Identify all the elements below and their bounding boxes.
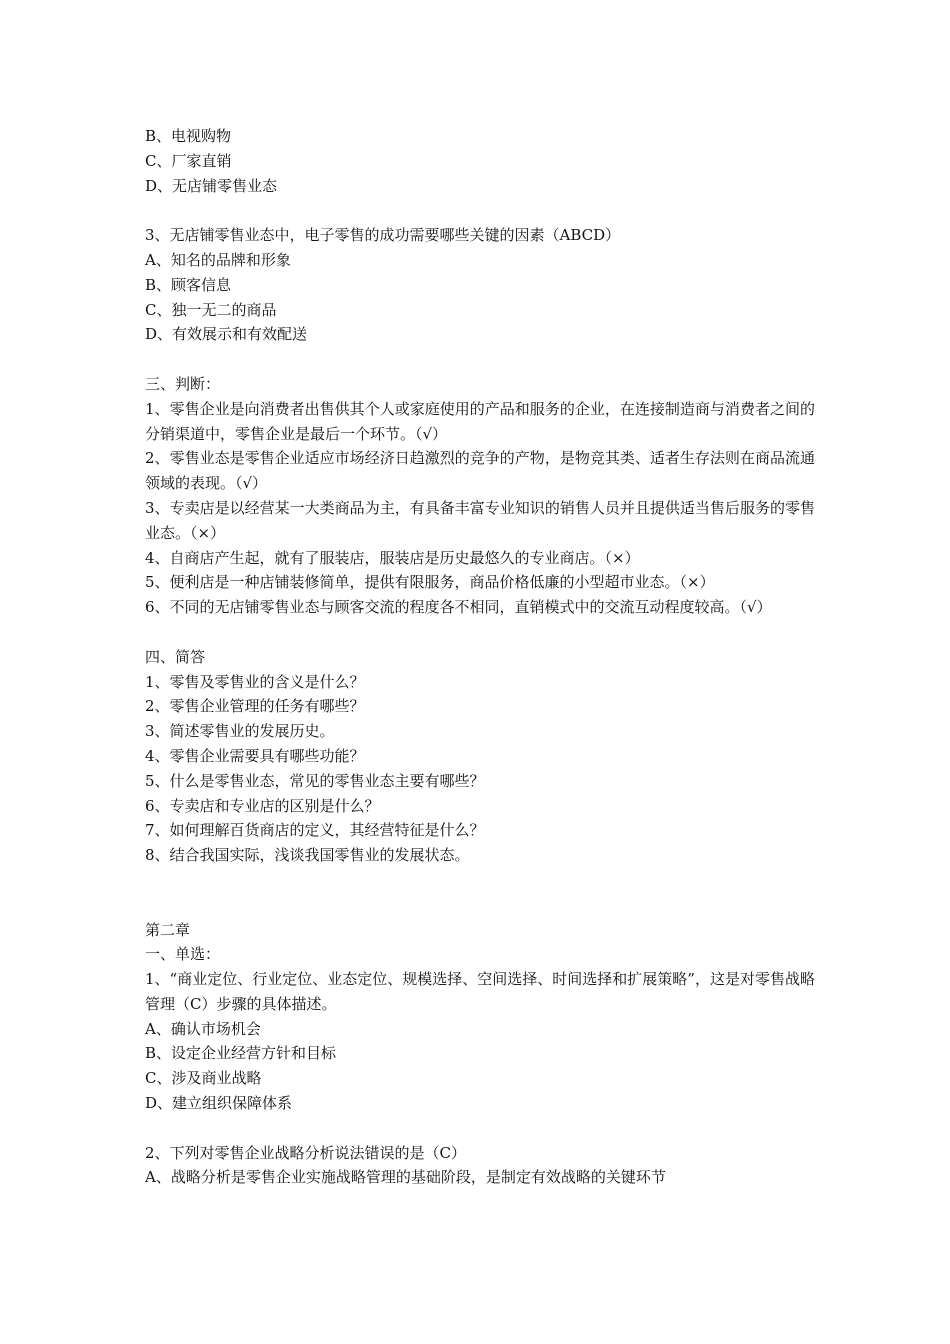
option-line: D、无店铺零售业态 <box>145 176 278 195</box>
short-answer-item: 1、零售及零售业的含义是什么？ <box>145 672 365 691</box>
judge-item: 4、自商店产生起，就有了服装店，服装店是历史最悠久的专业商店。（×） <box>145 548 640 567</box>
option-line: B、设定企业经营方针和目标 <box>145 1044 337 1063</box>
option-line: C、厂家直销 <box>145 151 232 170</box>
spacer <box>145 347 815 372</box>
option-line: A、战略分析是零售企业实施战略管理的基础阶段，是制定有效战略的关键环节 <box>145 1168 666 1187</box>
question-line: 1、“商业定位、行业定位、业态定位、规模选择、空间选择、时间选择和扩展策略”，这是对零售战略管理（C）步骤的具体描述。 <box>145 970 815 1013</box>
judge-item: 5、便利店是一种店铺装修简单，提供有限服务，商品价格低廉的小型超市业态。（×） <box>145 573 715 592</box>
document-page <box>145 124 815 1190</box>
section-heading: 一、单选： <box>145 945 221 964</box>
short-answer-item: 4、零售企业需要具有哪些功能？ <box>145 746 365 765</box>
option-line: B、电视购物 <box>145 127 232 145</box>
spacer <box>145 198 815 223</box>
short-answer-item: 7、如何理解百货商店的定义，其经营特征是什么？ <box>145 821 485 840</box>
option-line: D、建立组织保障体系 <box>145 1094 293 1113</box>
option-line: A、知名的品牌和形象 <box>145 250 291 269</box>
section-heading: 三、判断： <box>145 374 221 393</box>
spacer <box>145 1116 815 1141</box>
chapter-title: 第二章 <box>145 920 191 939</box>
option-line: C、独一无二的商品 <box>145 300 277 319</box>
short-answer-item: 8、结合我国实际，浅谈我国零售业的发展状态。 <box>145 846 470 865</box>
short-answer-item: 2、零售企业管理的任务有哪些？ <box>145 697 365 716</box>
judge-item: 2、零售业态是零售企业适应市场经济日趋激烈的竞争的产物，是物竞其类、适者生存法则在商品流通领域的表现。（√） <box>145 449 815 493</box>
short-answer-item: 3、简述零售业的发展历史。 <box>145 722 335 741</box>
question-line: 3、无店铺零售业态中，电子零售的成功需要哪些关键的因素（ABCD） <box>145 226 621 245</box>
judge-item: 3、专卖店是以经营某一大类商品为主，有具备丰富专业知识的销售人员并且提供适当售后服务的零售业态。（×） <box>145 498 815 542</box>
short-answer-item: 6、专卖店和专业店的区别是什么？ <box>145 796 380 815</box>
short-answer-item: 5、什么是零售业态，常见的零售业态主要有哪些？ <box>145 771 485 790</box>
question-line: 2、下列对零售企业战略分析说法错误的是（C） <box>145 1143 467 1162</box>
option-line: A、确认市场机会 <box>145 1019 261 1038</box>
spacer <box>145 868 815 918</box>
option-line: C、涉及商业战略 <box>145 1069 262 1088</box>
judge-item: 1、零售企业是向消费者出售供其个人或家庭使用的产品和服务的企业，在连接制造商与消费者之间的分销渠道中，零售企业是最后一个环节。（√） <box>145 399 815 443</box>
spacer <box>145 620 815 645</box>
option-line: B、顾客信息 <box>145 275 232 294</box>
section-heading: 四、简答 <box>145 647 206 666</box>
judge-item: 6、不同的无店铺零售业态与顾客交流的程度各不相同，直销模式中的交流互动程度较高。（√） <box>145 598 772 617</box>
option-line: D、有效展示和有效配送 <box>145 325 308 344</box>
